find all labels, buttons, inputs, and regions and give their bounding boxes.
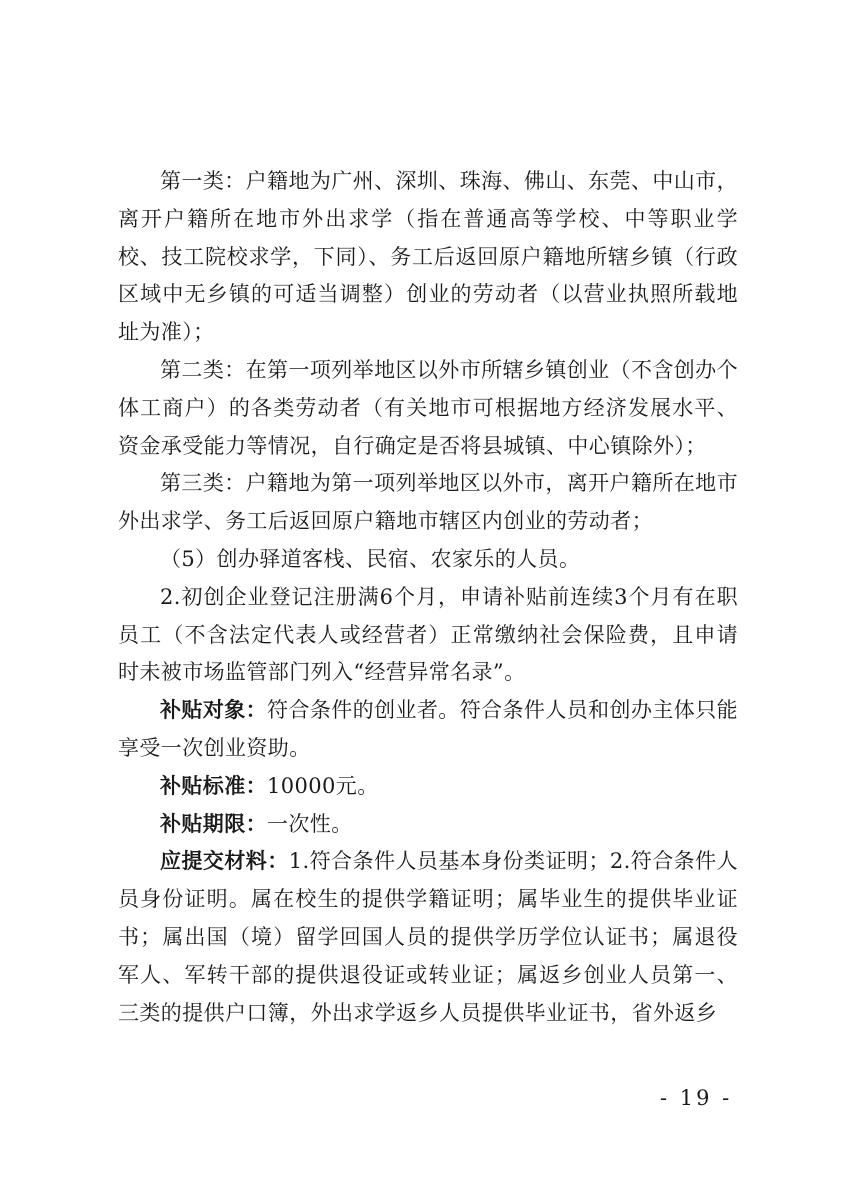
- subsidy-standard-label: 补贴标准：: [160, 773, 267, 798]
- paragraph-subsidy-target: [118, 692, 738, 768]
- subsidy-period-label: 补贴期限：: [160, 811, 267, 836]
- subsidy-period-text: 一次性。: [267, 811, 353, 836]
- subsidy-target-label: 补贴对象：: [160, 698, 268, 723]
- materials-text: 1.符合条件人员基本身份类证明；2.符合条件人员身份证明。属在校生的提供学籍证明；属毕业生的提供毕业证书；属出国（境）留学回国人员的提供学历学位认证书；属退役军人、军转干部的提供退役证或转业证；属返乡创业人员第一、三类的提供户口簿，外出求学返乡人员提供毕业证书，省外返乡: [118, 849, 738, 1025]
- paragraph-subsidy-period: [118, 806, 738, 844]
- paragraph-condition-two: 2.初创企业登记注册满6个月，申请补贴前连续3个月有在职员工（不含法定代表人或经营者）正常缴纳社会保险费，且申请时未被市场监管部门列入“经营异常名录”。: [118, 584, 738, 685]
- paragraph-item-five: （5）创办驿道客栈、民宿、农家乐的人员。: [160, 546, 581, 571]
- paragraph-materials: [118, 843, 738, 1032]
- paragraph-subsidy-standard: [118, 768, 738, 806]
- materials-label: 应提交材料：: [160, 849, 289, 874]
- paragraph-category-two: 第二类：在第一项列举地区以外市所辖乡镇创业（不含创办个体工商户）的各类劳动者（有关地市可根据地方经济发展水平、资金承受能力等情况，自行确定是否将县城镇、中心镇除外）；: [118, 357, 738, 458]
- paragraph-category-one: 第一类：户籍地为广州、深圳、珠海、佛山、东莞、中山市，离开户籍所在地市外出求学（指在普通高等学校、中等职业学校、技工院校求学，下同）、务工后返回原户籍地所辖乡镇（行政区域中无乡镇的可适当调整）创业的劳动者（以营业执照所载地址为准）；: [118, 169, 738, 345]
- paragraph-category-three: 第三类：户籍地为第一项列举地区以外市，离开户籍所在地市外出求学、务工后返回原户籍地市辖区内创业的劳动者；: [118, 471, 738, 534]
- subsidy-standard-text: 10000元。: [267, 773, 379, 798]
- subsidy-target-text: 符合条件的创业者。符合条件人员和创办主体只能享受一次创业资助。: [118, 698, 738, 760]
- page-number: - 19 -: [660, 1086, 733, 1110]
- document-body: [118, 163, 738, 1032]
